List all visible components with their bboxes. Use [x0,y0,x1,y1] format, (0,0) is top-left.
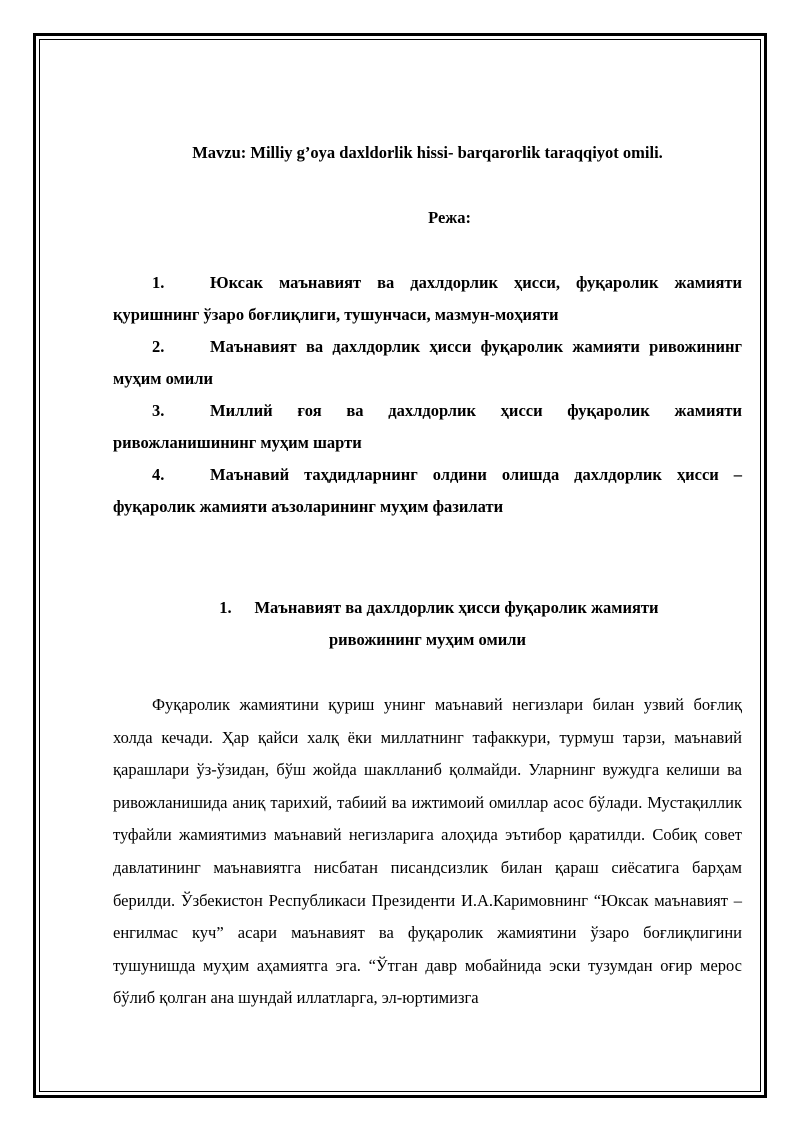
plan-item-number: 4. [152,465,165,484]
plan-item-number: 1. [152,273,165,292]
plan-item [113,267,742,331]
plan-item-number: 2. [152,337,165,356]
section-number: 1. [219,598,232,617]
plan-item-text: Юксак маънавият ва дахлдорлик ҳисси, фуқаролик жамияти қуришнинг ўзаро боғлиқлиги, тушунчаси, мазмун-моҳияти [113,273,742,324]
section-heading [113,592,742,656]
plan-item [113,395,742,459]
plan-item-number: 3. [152,401,165,420]
body-paragraph: Фуқаролик жамиятини қуриш унинг маънавий негизлари билан узвий боғлиқ холда кечади. Ҳар қайси халқ ёки миллатнинг тафаккури, турмуш тарзи, маънавий қарашлари ўз-ўзидан, бўш жойда шаклланиб қолмайди. Уларнинг вужудга келиши ва ривожланишида аниқ тарихий, табиий ва ижтимоий омиллар асос бўлади. Мустақиллик туфайли жамиятимиз маънавий негизларига алоҳида эътибор қаратилди. Собиқ совет давлатининг маънавиятга нисбатан писандсизлик билан қараш сиёсатига барҳам берилди. Ўзбекистон Республикаси Президенти И.А.Каримовнинг “Юксак маънавият – енгилмас куч” асари маънавият ва фуқаролик жамиятини ўзаро боғлиқлигини тушунишда муҳим аҳамиятга эга. “Ўтган давр мобайнида эски тузумдан оғир мерос бўлиб қолган ана шундай иллатларга, эл-юртимизга [113,695,742,1008]
plan-list [113,267,742,523]
section-heading-line1 [113,592,742,624]
plan-item [113,331,742,395]
plan-item-text: Маънавий таҳдидларнинг олдини олишда дахлдорлик ҳисси – фуқаролик жамияти аъзоларининг муҳим фазилати [113,465,742,516]
document-title: Mavzu: Milliy g’oya daxldorlik hissi- barqarorlik taraqqiyot omili. [192,143,663,162]
plan-item-text: Миллий ғоя ва дахлдорлик ҳисси фуқаролик жамияти ривожланишининг муҳим шарти [113,401,742,452]
plan-item-text: Маънавият ва дахлдорлик ҳисси фуқаролик жамияти ривожининг муҳим омили [113,337,742,388]
plan-heading: Режа: [428,208,471,227]
section-heading-line2: ривожининг муҳим омили [329,630,526,649]
plan-item [113,459,742,523]
section-title-text: Маънавият ва дахлдорлик ҳисси фуқаролик жамияти [254,598,659,617]
